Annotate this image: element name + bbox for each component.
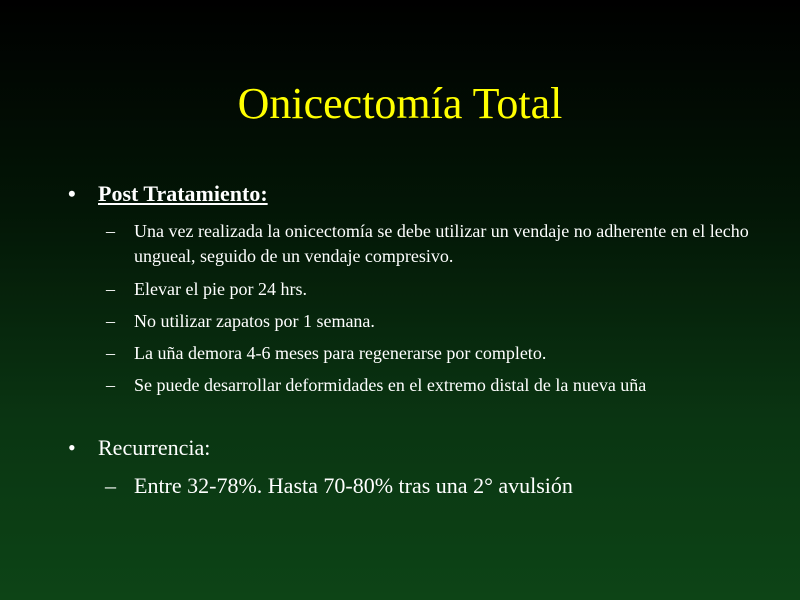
list-item — [106, 341, 754, 366]
bullet-icon: • — [68, 181, 76, 206]
list-item-text: La uña demora 4-6 meses para regenerarse por completo. — [134, 343, 547, 363]
list-item — [105, 472, 754, 500]
list-item — [106, 219, 754, 269]
list-item-text: Entre 32-78%. Hasta 70-80% tras una 2° avulsión — [134, 473, 573, 498]
dash-icon: – — [106, 221, 115, 241]
list-item — [106, 277, 754, 302]
dash-icon: – — [106, 311, 115, 331]
bullet-icon: • — [68, 435, 76, 460]
list-item-text: Se puede desarrollar deformidades en el extremo distal de la nueva uña — [134, 375, 647, 395]
list-item — [106, 373, 754, 398]
section-heading-label: Post Tratamiento: — [98, 181, 268, 206]
list-item-text: Elevar el pie por 24 hrs. — [134, 279, 307, 299]
dash-icon: – — [106, 343, 115, 363]
list-item-text: No utilizar zapatos por 1 semana. — [134, 311, 375, 331]
section-heading-post-tratamiento — [68, 180, 268, 208]
list-item-text: Una vez realizada la onicectomía se debe utilizar un vendaje no adherente en el lecho ungueal, seguido de un vendaje compresivo. — [134, 221, 749, 266]
dash-icon: – — [105, 473, 116, 498]
section-heading-recurrencia — [68, 434, 211, 462]
section-heading-label: Recurrencia: — [98, 435, 211, 460]
list-item — [106, 309, 754, 334]
dash-icon: – — [106, 279, 115, 299]
dash-icon: – — [106, 375, 115, 395]
slide-title: Onicectomía Total — [237, 79, 563, 128]
